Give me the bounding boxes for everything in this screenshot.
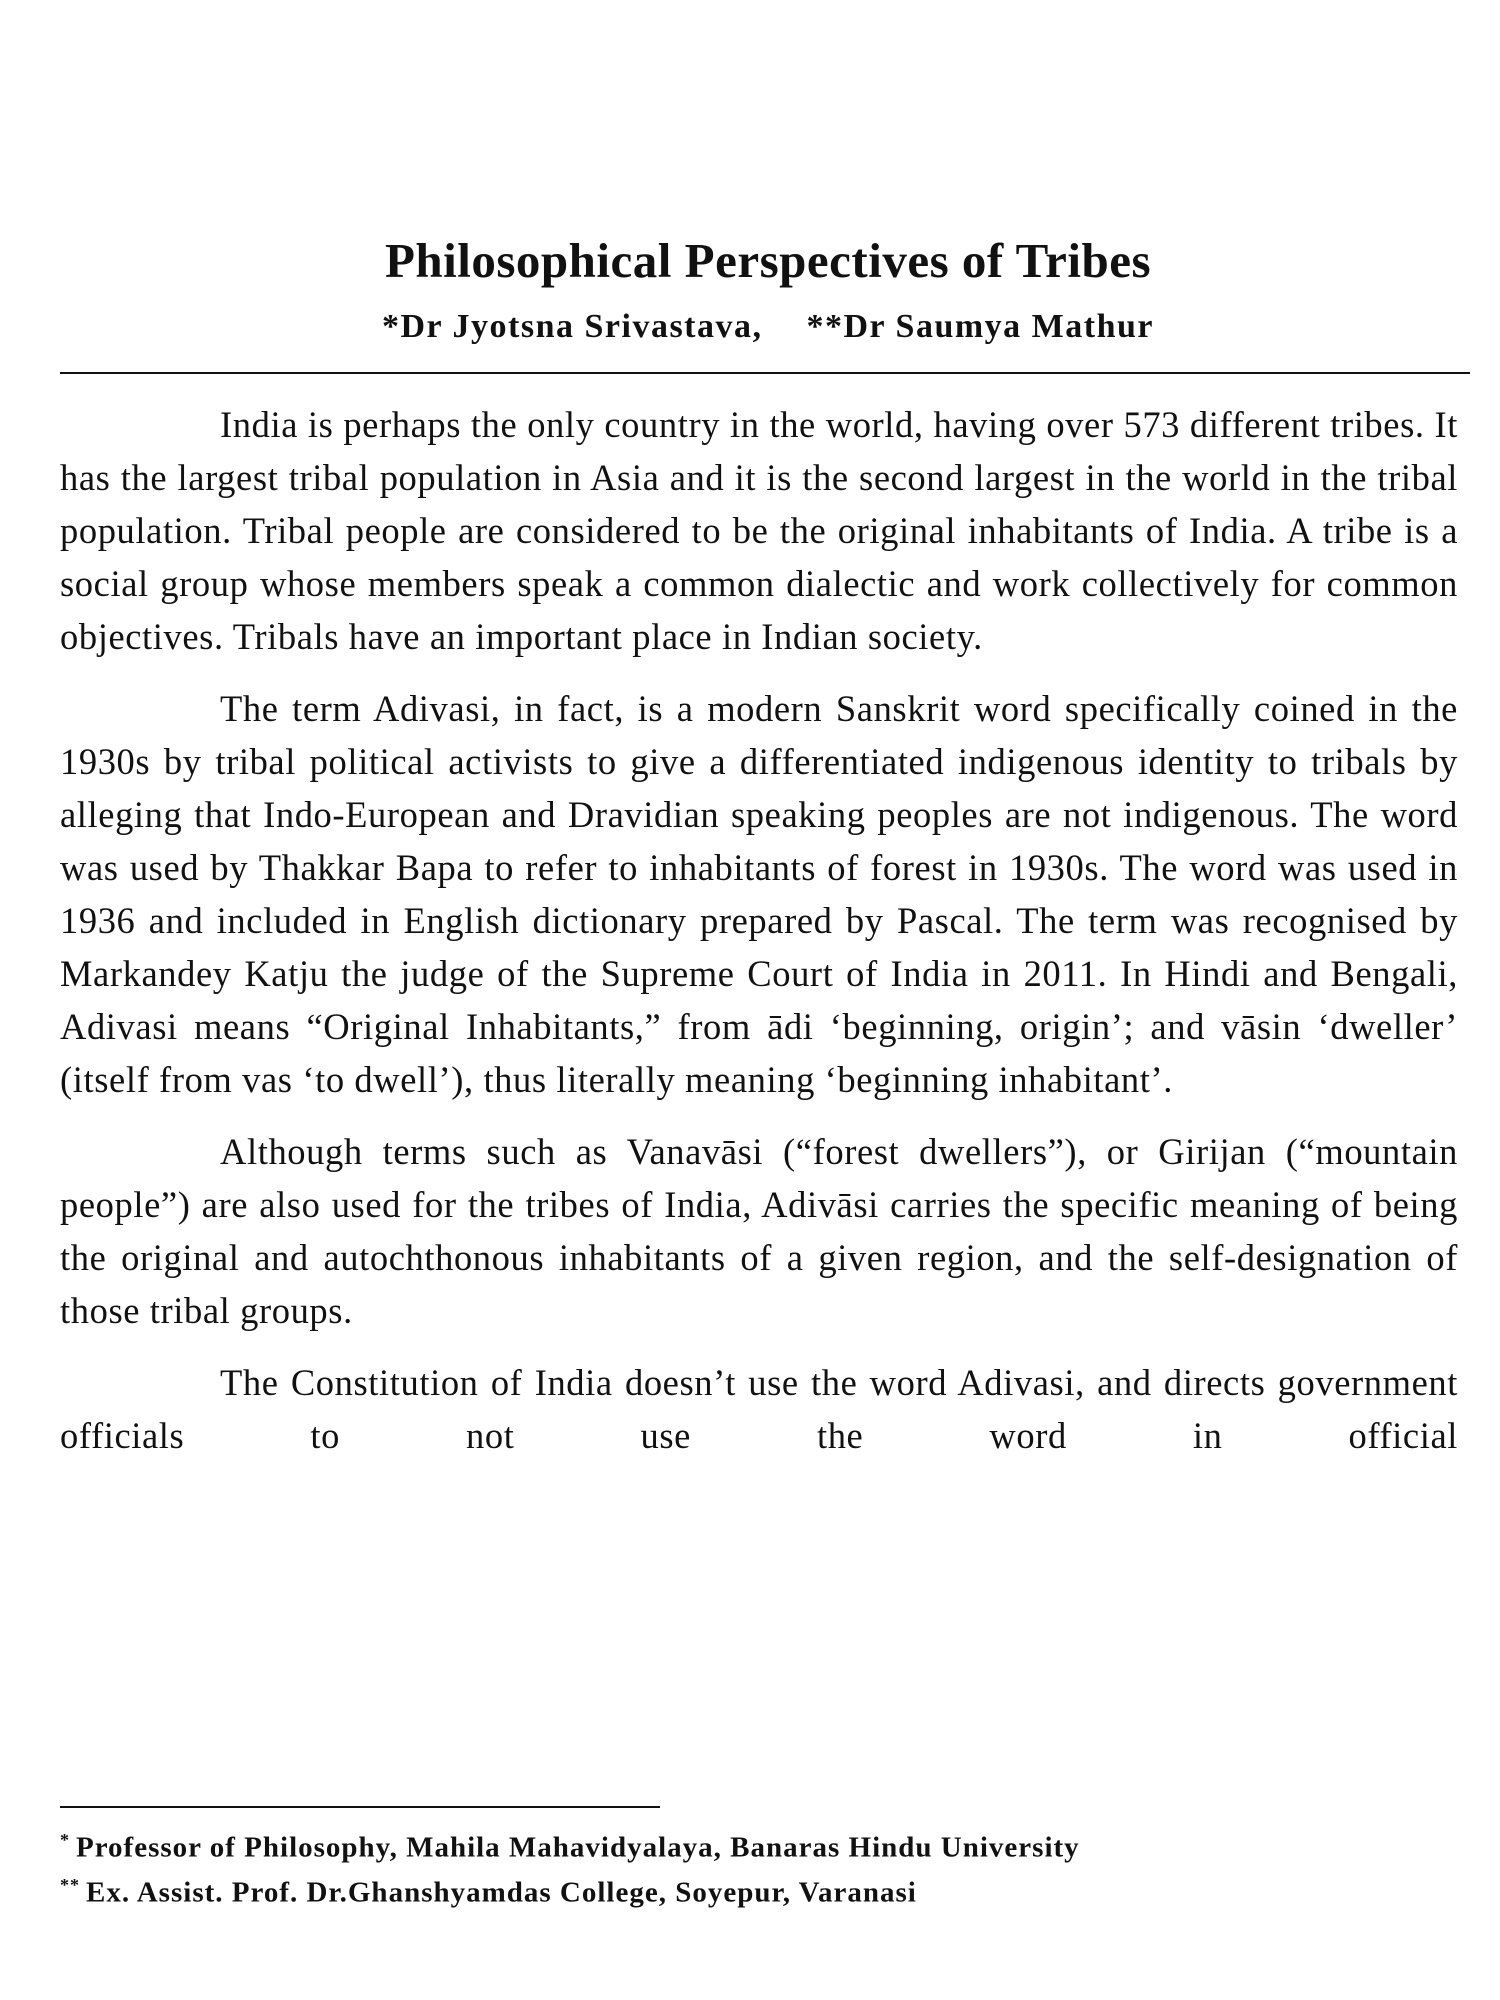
paragraph-2: The term Adivasi, in fact, is a modern Sanskrit word specifically coined in the 1930s by tribal political activists to give a differentiated indigenous identity to tribals by alleging that Indo-European and Dravidian speaking peoples are not indigenous. The word was used by Thakkar Bapa to refer to inhabitants of forest in 1930s. The word was used in 1936 and included in English dictionary prepared by Pascal. The term was recognised by Markandey Katju the judge of the Supreme Court of India in 2011. In Hindi and Bengali, Adivasi means “Original Inhabitants,” from ādi ‘beginning, origin’; and vāsin ‘dweller’ (itself from vas ‘to dwell’), thus literally meaning ‘beginning inhabitant’. (60, 688, 1458, 1100)
author1-name: Dr Jyotsna Srivastava, (400, 308, 763, 345)
footnote-1 (60, 1822, 1460, 1867)
footnotes (60, 1822, 1460, 1911)
footnote-2-mark: ** (60, 1874, 80, 1895)
author2-name: **Dr Saumya Mathur (806, 308, 1154, 345)
author1-mark: * (382, 308, 401, 345)
footnote-divider (60, 1806, 660, 1808)
paragraph-4: The Constitution of India doesn’t use the word Adivasi, and directs government officials to not use the word in official (60, 1362, 1458, 1456)
header-divider (60, 372, 1470, 374)
paragraph-1: India is perhaps the only country in the world, having over 573 different tribes. It has the largest tribal population in Asia and it is the second largest in the world in the tribal population. Tribal people are considered to be the original inhabitants of India. A tribe is a social group whose members speak a common dialectic and work collectively for common objectives. Tribals have an important place in Indian society. (60, 404, 1458, 657)
document-title: Philosophical Perspectives of Tribes (384, 233, 1152, 288)
footnote-1-mark: * (60, 1830, 70, 1850)
footnote-1-text: Professor of Philosophy, Mahila Mahavidyalaya, Banaras Hindu University (76, 1831, 1080, 1864)
footnote-2 (60, 1867, 1460, 1912)
author-line (0, 308, 1500, 346)
paragraph-3: Although terms such as Vanavāsi (“forest dwellers”), or Girijan (“mountain people”) are also used for the tribes of India, Adivāsi carries the specific meaning of being the original and autochthonous inhabitants of a given region, and the self-designation of those tribal groups. (60, 1131, 1458, 1331)
body-text (60, 398, 1458, 1481)
footnote-2-text: Ex. Assist. Prof. Dr.Ghanshyamdas College, Soyepur, Varanasi (86, 1876, 917, 1909)
